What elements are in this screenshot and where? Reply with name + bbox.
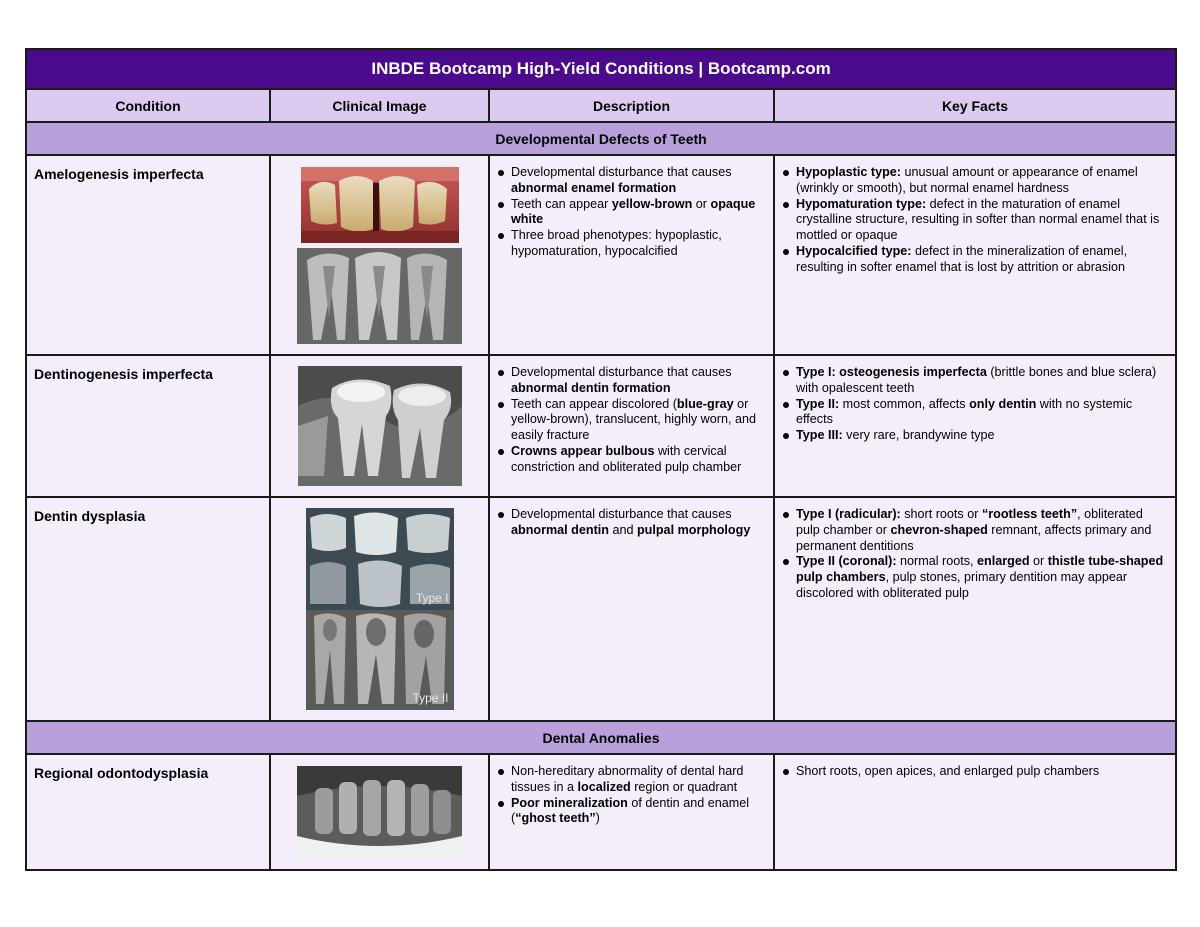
bullet-item: [781, 554, 1169, 601]
text-run: or yellow-brown), translucent, highly worn, and easily fracture: [511, 396, 756, 443]
text-run: defect in the mineralization of enamel, resulting in softer enamel that is lost by attrition or abrasion: [796, 243, 1128, 274]
condition-name: Regional odontodysplasia: [26, 754, 270, 870]
bold-text: Poor mineralization: [511, 795, 628, 810]
text-run: ): [595, 811, 600, 826]
bold-text: “rootless teeth”: [981, 507, 1078, 521]
bold-text: abnormal dentin formation: [511, 380, 671, 395]
text-run: of dentin and enamel (: [511, 795, 750, 826]
bold-text: Crowns appear bulbous: [511, 443, 655, 458]
bold-text: Type III:: [796, 428, 843, 443]
bullet-item: [496, 197, 767, 229]
bold-text: opaque white: [511, 196, 756, 227]
text-run: or: [692, 196, 711, 211]
text-run: with no systemic effects: [796, 396, 1133, 427]
bold-text: Type I: osteogenesis imperfecta: [796, 365, 987, 379]
key-facts-list: [781, 365, 1169, 444]
bold-text: Hypocalcified type:: [796, 243, 912, 258]
bold-text: only dentin: [969, 396, 1037, 411]
bullet-item: [781, 244, 1169, 276]
table-row: [26, 754, 1176, 870]
image-label-type-1: Type I: [415, 591, 449, 605]
bullet-item: [781, 428, 1169, 444]
description-cell: [489, 754, 774, 870]
bullet-item: [496, 365, 767, 397]
text-run: or: [1029, 554, 1048, 569]
bold-text: abnormal dentin: [511, 522, 609, 537]
clinical-image-cell: [270, 497, 489, 721]
text-run: very rare, brandywine type: [842, 428, 995, 443]
text-run: , pulp stones, primary dentition may appear discolored with obliterated pulp: [796, 570, 1128, 600]
bullet-item: [781, 397, 1169, 429]
condition-name: Amelogenesis imperfecta: [26, 155, 270, 355]
bold-text: enlarged: [977, 554, 1030, 569]
key-facts-list: [781, 764, 1169, 780]
clinical-image-cell: [270, 754, 489, 870]
condition-name: Dentinogenesis imperfecta: [26, 355, 270, 497]
description-list: [496, 365, 767, 476]
clinical-photo-teeth: [301, 167, 459, 243]
bold-text: abnormal enamel formation: [511, 180, 677, 195]
bullet-item: [496, 397, 767, 444]
text-run: Developmental disturbance that causes: [511, 507, 732, 521]
bold-text: Type II:: [796, 396, 840, 411]
text-run: Short roots, open apices, and enlarged pulp chambers: [796, 764, 1100, 778]
text-run: Developmental disturbance that causes: [511, 365, 732, 379]
bold-text: localized: [577, 779, 631, 794]
bullet-item: [781, 365, 1169, 397]
text-run: (brittle bones and blue sclera) with opalescent teeth: [796, 365, 1157, 395]
text-run: , obliterated pulp chamber or: [796, 507, 1143, 537]
header-description: Description: [489, 89, 774, 122]
description-cell: [489, 155, 774, 355]
key-facts-list: [781, 165, 1169, 276]
description-list: [496, 764, 767, 827]
text-run: remnant, affects primary and permanent dentitions: [796, 522, 1152, 553]
bold-text: Hypomaturation type:: [796, 196, 927, 211]
clinical-image-cell: [270, 355, 489, 497]
text-run: normal roots,: [896, 554, 978, 569]
conditions-table: [25, 48, 1177, 871]
bold-text: chevron-shaped: [890, 522, 988, 537]
description-cell: [489, 497, 774, 721]
bullet-item: [496, 507, 767, 539]
bullet-item: [496, 796, 767, 828]
section-dental-anomalies: Dental Anomalies: [26, 721, 1176, 754]
bold-text: Type II (coronal):: [796, 554, 897, 569]
text-run: short roots or: [900, 507, 982, 521]
text-run: defect in the maturation of enamel crystalline structure, resulting in softer than normal enamel that is mottled or opaque: [796, 196, 1160, 243]
text-run: with cervical constriction and obliterated pulp chamber: [511, 443, 742, 474]
bullet-item: [496, 764, 767, 796]
bold-text: yellow-brown: [611, 196, 693, 211]
key-facts-cell: [774, 754, 1176, 870]
text-run: region or quadrant: [630, 779, 738, 794]
bold-text: Hypoplastic type:: [796, 165, 901, 179]
header-condition: Condition: [26, 89, 270, 122]
header-clinical-image: Clinical Image: [270, 89, 489, 122]
text-run: most common, affects: [839, 396, 970, 411]
key-facts-cell: [774, 497, 1176, 721]
text-run: and: [608, 522, 637, 537]
bullet-item: [781, 165, 1169, 197]
text-run: Three broad phenotypes: hypoplastic, hypomaturation, hypocalcified: [511, 228, 722, 258]
text-run: Teeth can appear discolored (: [511, 396, 677, 411]
clinical-image-cell: [270, 155, 489, 355]
bullet-item: [781, 197, 1169, 244]
radiograph-amelogenesis: [297, 248, 462, 344]
key-facts-cell: [774, 155, 1176, 355]
bold-text: blue-gray: [676, 396, 734, 411]
text-run: Teeth can appear: [511, 196, 612, 211]
table-title: INBDE Bootcamp High-Yield Conditions | Bootcamp.com: [26, 49, 1176, 89]
bold-text: thistle tube-shaped pulp chambers: [796, 554, 1164, 585]
bold-text: pulpal morphology: [636, 522, 751, 537]
bold-text: “ghost teeth”: [515, 811, 596, 826]
bullet-item: [781, 507, 1169, 554]
bullet-item: [496, 444, 767, 476]
image-label-type-2: Type II: [412, 691, 449, 705]
radiograph-dentin-dysplasia-type-1: [306, 508, 454, 610]
section-developmental-defects: Developmental Defects of Teeth: [26, 122, 1176, 155]
table-row: [26, 355, 1176, 497]
table-row: [26, 497, 1176, 721]
radiograph-regional-odontodysplasia: [297, 766, 462, 858]
description-list: [496, 507, 767, 539]
description-list: [496, 165, 767, 260]
bullet-item: [781, 764, 1169, 780]
radiograph-dentinogenesis: [298, 366, 462, 486]
text-run: Non-hereditary abnormality of dental hard tissues in a: [511, 764, 744, 794]
key-facts-list: [781, 507, 1169, 602]
header-key-facts: Key Facts: [774, 89, 1176, 122]
bold-text: Type I (radicular):: [796, 507, 901, 521]
condition-name: Dentin dysplasia: [26, 497, 270, 721]
radiograph-dentin-dysplasia-type-2: [306, 610, 454, 710]
text-run: Developmental disturbance that causes: [511, 165, 732, 179]
table-row: [26, 155, 1176, 355]
bullet-item: [496, 228, 767, 260]
description-cell: [489, 355, 774, 497]
key-facts-cell: [774, 355, 1176, 497]
bullet-item: [496, 165, 767, 197]
text-run: unusual amount or appearance of enamel (wrinkly or smooth), but normal enamel hardness: [796, 165, 1138, 195]
